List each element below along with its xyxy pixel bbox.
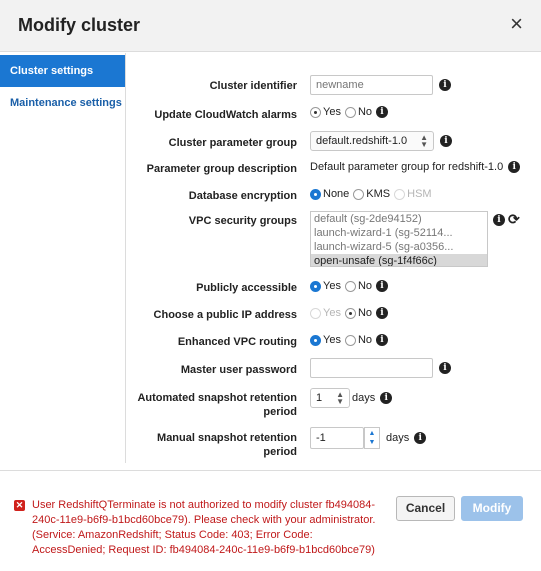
- radio-dot: [345, 335, 356, 346]
- radio-label: Yes: [323, 307, 341, 319]
- enhanced-vpc-routing-label: Enhanced VPC routing: [177, 336, 297, 348]
- radio-label: HSM: [407, 188, 432, 200]
- radio-dot: [353, 189, 364, 200]
- parameter-description-value: Default parameter group for redshift-1.0: [310, 161, 504, 173]
- vpc-security-groups-row: [126, 211, 541, 269]
- radio-label: Yes: [323, 106, 341, 118]
- sidebar-item-cluster-settings[interactable]: Cluster settings: [0, 55, 125, 87]
- radio-label: None: [323, 188, 350, 200]
- public-ip-row: [126, 305, 541, 323]
- enhanced-vpc-no-radio[interactable]: [345, 334, 372, 346]
- cloudwatch-alarms-row: [126, 104, 541, 124]
- public-ip-label: Choose a public IP address: [153, 309, 297, 321]
- info-icon[interactable]: i: [439, 362, 451, 374]
- radio-label: No: [357, 334, 373, 346]
- automated-snapshot-label: Automated snapshot retention period: [137, 392, 297, 418]
- list-item[interactable]: launch-wizard-1 (sg-52114...: [314, 227, 453, 239]
- refresh-icon[interactable]: ⟳: [508, 211, 520, 227]
- radio-dot: [310, 281, 321, 292]
- publicly-accessible-no-radio[interactable]: [345, 280, 372, 292]
- manual-snapshot-stepper[interactable]: [310, 428, 380, 448]
- error-message: User RedshiftQTerminate is not authorized to modify cluster fb494084-240c-11e9-b6f9-b1bcd60bce79). Please check with your administrator. (Service: AmazonRedshift; Status Code: 403; Error Code: AccessDenied; Request ID: fb494084-240c-11e9-b6f9-b1bcd60bce79): [32, 499, 376, 556]
- dialog-header: [0, 0, 541, 52]
- publicly-accessible-yes-radio[interactable]: [310, 280, 341, 292]
- radio-label: No: [357, 280, 373, 292]
- cluster-identifier-row: [126, 75, 541, 97]
- master-password-input[interactable]: [310, 358, 433, 378]
- encryption-hsm-radio[interactable]: [394, 188, 431, 200]
- days-unit: days: [386, 432, 410, 444]
- radio-label: KMS: [366, 188, 391, 200]
- dialog-title: Modify cluster: [18, 15, 141, 35]
- info-icon[interactable]: i: [440, 135, 452, 147]
- info-icon[interactable]: i: [376, 106, 388, 118]
- sidebar: [0, 53, 126, 463]
- radio-label: No: [357, 307, 373, 319]
- parameter-group-value: default.redshift-1.0: [316, 135, 408, 147]
- info-icon[interactable]: i: [376, 334, 388, 346]
- radio-dot: [310, 308, 321, 319]
- modify-button[interactable]: Modify: [461, 496, 523, 521]
- manual-snapshot-row: [126, 428, 541, 462]
- radio-label: Yes: [323, 334, 341, 346]
- cloudwatch-alarms-label: Update CloudWatch alarms: [154, 109, 297, 121]
- chevron-updown-icon: ▲ ▼: [336, 390, 344, 406]
- automated-snapshot-row: [126, 388, 541, 420]
- publicly-accessible-row: [126, 278, 541, 296]
- chevron-updown-icon: ▲ ▼: [420, 133, 428, 149]
- radio-dot: [310, 335, 321, 346]
- info-icon[interactable]: i: [508, 161, 520, 173]
- sidebar-item-maintenance-settings[interactable]: Maintenance settings: [10, 97, 122, 109]
- enhanced-vpc-routing-row: [126, 332, 541, 350]
- radio-dot: [345, 107, 356, 118]
- cloudwatch-yes-radio[interactable]: [310, 106, 341, 118]
- radio-dot: [345, 308, 356, 319]
- manual-snapshot-input[interactable]: [310, 427, 364, 449]
- enhanced-vpc-yes-radio[interactable]: [310, 334, 341, 346]
- automated-snapshot-select[interactable]: [310, 388, 350, 408]
- radio-dot: [310, 189, 321, 200]
- cluster-identifier-label: Cluster identifier: [209, 80, 297, 92]
- info-icon[interactable]: i: [414, 432, 426, 444]
- cluster-identifier-input[interactable]: [310, 75, 433, 95]
- radio-label: Yes: [323, 280, 341, 292]
- parameter-group-label: Cluster parameter group: [168, 137, 297, 149]
- database-encryption-label: Database encryption: [188, 190, 297, 202]
- automated-snapshot-value: 1: [316, 392, 323, 404]
- master-password-row: [126, 358, 541, 380]
- info-icon[interactable]: i: [493, 214, 505, 226]
- public-ip-no-radio[interactable]: [345, 307, 372, 319]
- radio-dot: [310, 107, 321, 118]
- manual-snapshot-label: Manual snapshot retention period: [157, 432, 297, 458]
- database-encryption-row: [126, 186, 541, 204]
- encryption-kms-radio[interactable]: [353, 188, 390, 200]
- close-icon[interactable]: ×: [510, 11, 523, 36]
- radio-dot: [394, 189, 405, 200]
- public-ip-yes-radio[interactable]: [310, 307, 341, 319]
- radio-label: No: [357, 106, 373, 118]
- info-icon[interactable]: i: [380, 392, 392, 404]
- parameter-group-select[interactable]: [310, 131, 434, 151]
- error-x-icon: ✕: [15, 500, 24, 510]
- days-unit: days: [352, 392, 376, 404]
- info-icon[interactable]: i: [376, 280, 388, 292]
- vpc-security-groups-label: VPC security groups: [188, 215, 297, 227]
- list-item-selected[interactable]: open-unsafe (sg-1f4f66c): [311, 254, 487, 267]
- encryption-none-radio[interactable]: [310, 188, 349, 200]
- master-password-label: Master user password: [180, 364, 297, 376]
- publicly-accessible-label: Publicly accessible: [196, 282, 297, 294]
- list-item[interactable]: launch-wizard-5 (sg-a0356...: [314, 241, 454, 253]
- list-item[interactable]: default (sg-2de94152): [314, 213, 422, 225]
- footer-divider: [0, 470, 541, 471]
- cloudwatch-no-radio[interactable]: [345, 106, 372, 118]
- parameter-description-row: [126, 161, 541, 177]
- radio-dot: [345, 281, 356, 292]
- stepper-arrows-icon[interactable]: ▲ ▼: [364, 427, 380, 449]
- info-icon[interactable]: i: [439, 79, 451, 91]
- parameter-description-label: Parameter group description: [146, 163, 297, 175]
- cancel-button[interactable]: Cancel: [396, 496, 455, 521]
- info-icon[interactable]: i: [376, 307, 388, 319]
- vpc-security-groups-list[interactable]: [310, 211, 488, 267]
- parameter-group-row: [126, 131, 541, 153]
